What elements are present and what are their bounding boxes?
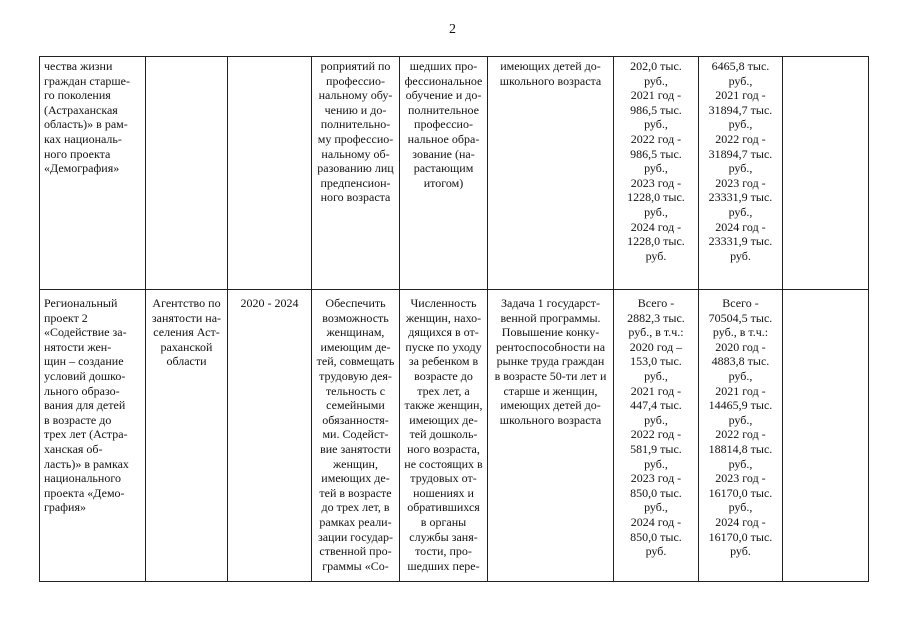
funding-total-cell: 6465,8 тыс. руб., 2021 год - 31894,7 тыс. руб., 2022 год - 31894,7 тыс. руб., 2023 год - 23331,9 тыс. руб., 2024 год - 23331,9 тыс. руб. xyxy=(699,57,783,290)
period-cell xyxy=(228,57,312,290)
indicator-cell: шедших про- фессиональное обучение и до- полнительное профессио- нальное обра- зование (на- растающим итогом) xyxy=(400,57,488,290)
responsible-cell: Агентство по занятости на- селения Аст- раханской области xyxy=(146,290,228,582)
project-name-cell: Региональный проект 2 «Содействие за- нятости жен- щин – создание условий дошко- льного образо- вания для детей в возрасте до трех лет (Астра- ханская об- ласть)» в рамках национального проекта «Демо- графия» xyxy=(40,290,146,582)
measures-cell: Обеспечить возможность женщинам, имеющим де- тей, совмещать трудовую дея- тельность с семейными обязанностя- ми. Содейст- вие занятости женщин, имеющих де- тей в возрасте до трех лет, в рамках реали- зации государ- ственной про- граммы «Со- xyxy=(312,290,400,582)
empty-cell xyxy=(783,290,869,582)
funding-total-cell: Всего - 70504,5 тыс. руб., в т.ч.: 2020 год - 4883,8 тыс. руб., 2021 год - 14465,9 тыс. руб., 2022 год - 18814,8 тыс. руб., 2023 год - 16170,0 тыс. руб., 2024 год - 16170,0 тыс. руб. xyxy=(699,290,783,582)
task-cell: имеющих детей до- школьного возраста xyxy=(488,57,614,290)
period-cell: 2020 - 2024 xyxy=(228,290,312,582)
indicator-cell: Численность женщин, нахо- дящихся в от- пуске по уходу за ребенком в возрасте до трех лет, а также женщин, имеющих де- тей дошколь- ного возраста, не состоящих в трудовых от- ношениях и обратившихся в органы службы заня- тости, про- шедших пере- xyxy=(400,290,488,582)
responsible-cell xyxy=(146,57,228,290)
table-row xyxy=(40,57,869,290)
funding-cell: Всего - 2882,3 тыс. руб., в т.ч.: 2020 год – 153,0 тыс. руб., 2021 год - 447,4 тыс. руб., 2022 год - 581,9 тыс. руб., 2023 год - 850,0 тыс. руб., 2024 год - 850,0 тыс. руб. xyxy=(614,290,699,582)
page-number: 2 xyxy=(449,22,456,37)
table-row xyxy=(40,290,869,582)
measures-cell: роприятий по профессио- нальному обу- чению и до- полнительно- му профессио- нальному об- разованию лиц предпенсион- ного возраста xyxy=(312,57,400,290)
task-cell: Задача 1 государст- венной программы. Повышение конку- рентоспособности на рынке труда граждан в возрасте 50-ти лет и старше и женщин, имеющих детей до- школьного возраста xyxy=(488,290,614,582)
project-name-cell: чества жизни граждан старше- го поколения (Астраханская область)» в рам- ках националь- ного проекта «Демография» xyxy=(40,57,146,290)
empty-cell xyxy=(783,57,869,290)
program-table xyxy=(39,56,869,582)
funding-cell: 202,0 тыс. руб., 2021 год - 986,5 тыс. руб., 2022 год - 986,5 тыс. руб., 2023 год - 1228,0 тыс. руб., 2024 год - 1228,0 тыс. руб. xyxy=(614,57,699,290)
